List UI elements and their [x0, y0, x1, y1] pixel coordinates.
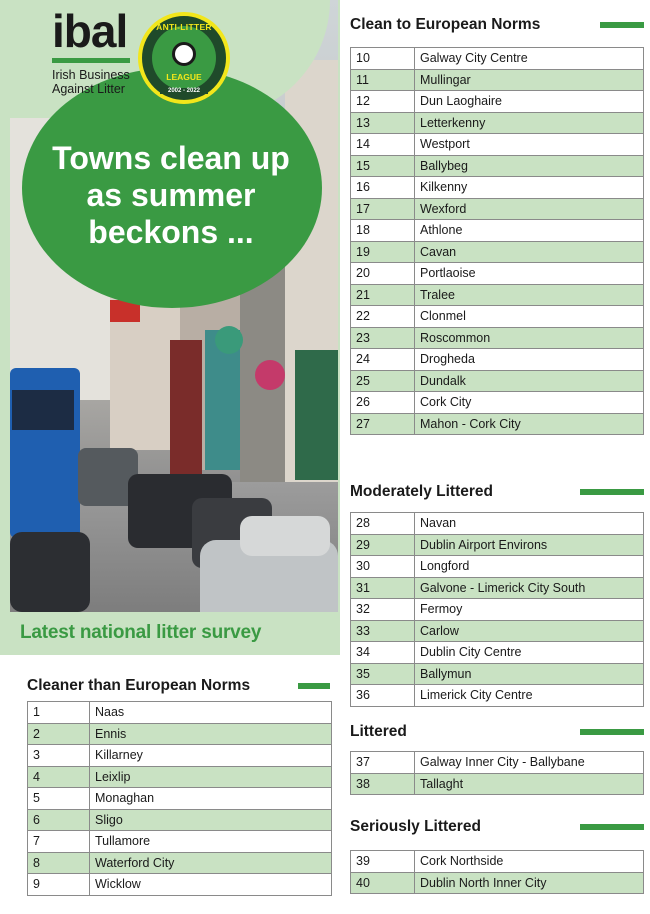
- section-title-littered: Littered: [350, 723, 407, 740]
- rank-cell: 36: [351, 685, 415, 707]
- rank-cell: 8: [28, 852, 90, 874]
- place-cell: Cork City: [415, 392, 644, 414]
- table-row: [351, 642, 644, 664]
- table-row: [28, 809, 332, 831]
- section-title-moderate: Moderately Littered: [350, 483, 493, 500]
- section-bar-moderate: [580, 489, 644, 495]
- table-row: [351, 220, 644, 242]
- rank-cell: 1: [28, 702, 90, 724]
- table-row: [28, 874, 332, 896]
- table-row: [351, 370, 644, 392]
- place-cell: Clonmel: [415, 306, 644, 328]
- place-cell: Dun Laoghaire: [415, 91, 644, 113]
- badge-bottom-text: LEAGUE: [166, 72, 202, 82]
- section-title-seriously: Seriously Littered: [350, 818, 481, 835]
- table-row: [28, 852, 332, 874]
- place-cell: Ballymun: [415, 663, 644, 685]
- place-cell: Limerick City Centre: [415, 685, 644, 707]
- table-row: [351, 112, 644, 134]
- table-row: [351, 752, 644, 774]
- headline: Towns clean up as summer beckons ...: [52, 140, 290, 250]
- rank-cell: 6: [28, 809, 90, 831]
- ibal-logo-underline: [52, 58, 130, 63]
- rank-cell: 17: [351, 198, 415, 220]
- place-cell: Ballybeg: [415, 155, 644, 177]
- section-bar-cleaner: [298, 683, 330, 689]
- rank-cell: 32: [351, 599, 415, 621]
- badge-years: 2002 - 2022: [160, 88, 208, 94]
- rank-cell: 5: [28, 788, 90, 810]
- table-row: [351, 556, 644, 578]
- place-cell: Tralee: [415, 284, 644, 306]
- rank-cell: 13: [351, 112, 415, 134]
- place-cell: Galvone - Limerick City South: [415, 577, 644, 599]
- place-cell: Dublin North Inner City: [415, 872, 644, 894]
- place-cell: Cork Northside: [415, 851, 644, 873]
- tagline-line-2: Against Litter: [52, 82, 125, 96]
- table-row: [351, 48, 644, 70]
- place-cell: Athlone: [415, 220, 644, 242]
- table-row: [28, 745, 332, 767]
- table-row: [351, 577, 644, 599]
- place-cell: Mullingar: [415, 69, 644, 91]
- table-row: [28, 831, 332, 853]
- table-row: [351, 91, 644, 113]
- rank-cell: 27: [351, 413, 415, 435]
- place-cell: Dublin City Centre: [415, 642, 644, 664]
- place-cell: Drogheda: [415, 349, 644, 371]
- place-cell: Longford: [415, 556, 644, 578]
- rank-cell: 9: [28, 874, 90, 896]
- rank-cell: 23: [351, 327, 415, 349]
- table-row: [351, 663, 644, 685]
- rank-cell: 30: [351, 556, 415, 578]
- rank-cell: 38: [351, 773, 415, 795]
- table-row: [351, 392, 644, 414]
- place-cell: Sligo: [90, 809, 332, 831]
- place-cell: Galway Inner City - Ballybane: [415, 752, 644, 774]
- table-row: [351, 851, 644, 873]
- rank-cell: 24: [351, 349, 415, 371]
- section-bar-clean: [600, 22, 644, 28]
- survey-caption: Latest national litter survey: [20, 622, 262, 643]
- table-row: [351, 134, 644, 156]
- place-cell: Cavan: [415, 241, 644, 263]
- place-cell: Dundalk: [415, 370, 644, 392]
- table-row: [351, 263, 644, 285]
- ibal-tagline: [52, 68, 130, 96]
- place-cell: Carlow: [415, 620, 644, 642]
- table-seriously: [350, 850, 644, 894]
- rank-cell: 28: [351, 513, 415, 535]
- place-cell: Galway City Centre: [415, 48, 644, 70]
- table-row: [351, 306, 644, 328]
- place-cell: Westport: [415, 134, 644, 156]
- place-cell: Portlaoise: [415, 263, 644, 285]
- place-cell: Mahon - Cork City: [415, 413, 644, 435]
- section-title-clean: Clean to European Norms: [350, 16, 541, 33]
- place-cell: Wexford: [415, 198, 644, 220]
- rank-cell: 19: [351, 241, 415, 263]
- rank-cell: 34: [351, 642, 415, 664]
- rank-cell: 26: [351, 392, 415, 414]
- rank-cell: 29: [351, 534, 415, 556]
- table-row: [351, 534, 644, 556]
- place-cell: Navan: [415, 513, 644, 535]
- tagline-line-1: Irish Business: [52, 68, 130, 82]
- rank-cell: 40: [351, 872, 415, 894]
- rank-cell: 4: [28, 766, 90, 788]
- rank-cell: 12: [351, 91, 415, 113]
- place-cell: Monaghan: [90, 788, 332, 810]
- rank-cell: 20: [351, 263, 415, 285]
- place-cell: Naas: [90, 702, 332, 724]
- place-cell: Tullamore: [90, 831, 332, 853]
- table-row: [351, 198, 644, 220]
- table-row: [351, 620, 644, 642]
- table-row: [351, 177, 644, 199]
- table-row: [28, 766, 332, 788]
- rank-cell: 31: [351, 577, 415, 599]
- table-row: [351, 685, 644, 707]
- table-row: [351, 413, 644, 435]
- table-row: [351, 872, 644, 894]
- rank-cell: 11: [351, 69, 415, 91]
- rank-cell: 22: [351, 306, 415, 328]
- rank-cell: 35: [351, 663, 415, 685]
- table-row: [351, 69, 644, 91]
- rank-cell: 10: [351, 48, 415, 70]
- rank-cell: 7: [28, 831, 90, 853]
- place-cell: Fermoy: [415, 599, 644, 621]
- place-cell: Dublin Airport Environs: [415, 534, 644, 556]
- recycle-person-icon: [172, 42, 196, 66]
- place-cell: Roscommon: [415, 327, 644, 349]
- table-row: [351, 155, 644, 177]
- table-row: [351, 241, 644, 263]
- rank-cell: 3: [28, 745, 90, 767]
- rank-cell: 15: [351, 155, 415, 177]
- anti-litter-league-badge: [138, 12, 230, 104]
- table-row: [351, 284, 644, 306]
- rank-cell: 2: [28, 723, 90, 745]
- rank-cell: 16: [351, 177, 415, 199]
- table-clean: [350, 47, 644, 435]
- place-cell: Ennis: [90, 723, 332, 745]
- place-cell: Leixlip: [90, 766, 332, 788]
- section-title-cleaner: Cleaner than European Norms: [27, 677, 251, 694]
- table-row: [28, 788, 332, 810]
- place-cell: Wicklow: [90, 874, 332, 896]
- table-littered: [350, 751, 644, 795]
- section-bar-seriously: [580, 824, 644, 830]
- place-cell: Killarney: [90, 745, 332, 767]
- table-row: [351, 349, 644, 371]
- place-cell: Waterford City: [90, 852, 332, 874]
- badge-top-text: ANTI-LITTER: [156, 22, 212, 32]
- rank-cell: 37: [351, 752, 415, 774]
- table-moderate: [350, 512, 644, 707]
- table-row: [28, 702, 332, 724]
- rank-cell: 21: [351, 284, 415, 306]
- rank-cell: 18: [351, 220, 415, 242]
- table-row: [28, 723, 332, 745]
- rank-cell: 39: [351, 851, 415, 873]
- place-cell: Tallaght: [415, 773, 644, 795]
- rank-cell: 25: [351, 370, 415, 392]
- table-row: [351, 513, 644, 535]
- table-row: [351, 599, 644, 621]
- rank-cell: 14: [351, 134, 415, 156]
- table-cleaner: [27, 701, 332, 896]
- rank-cell: 33: [351, 620, 415, 642]
- ibal-logo: ibal: [52, 5, 128, 57]
- place-cell: Letterkenny: [415, 112, 644, 134]
- place-cell: Kilkenny: [415, 177, 644, 199]
- table-row: [351, 773, 644, 795]
- section-bar-littered: [580, 729, 644, 735]
- table-row: [351, 327, 644, 349]
